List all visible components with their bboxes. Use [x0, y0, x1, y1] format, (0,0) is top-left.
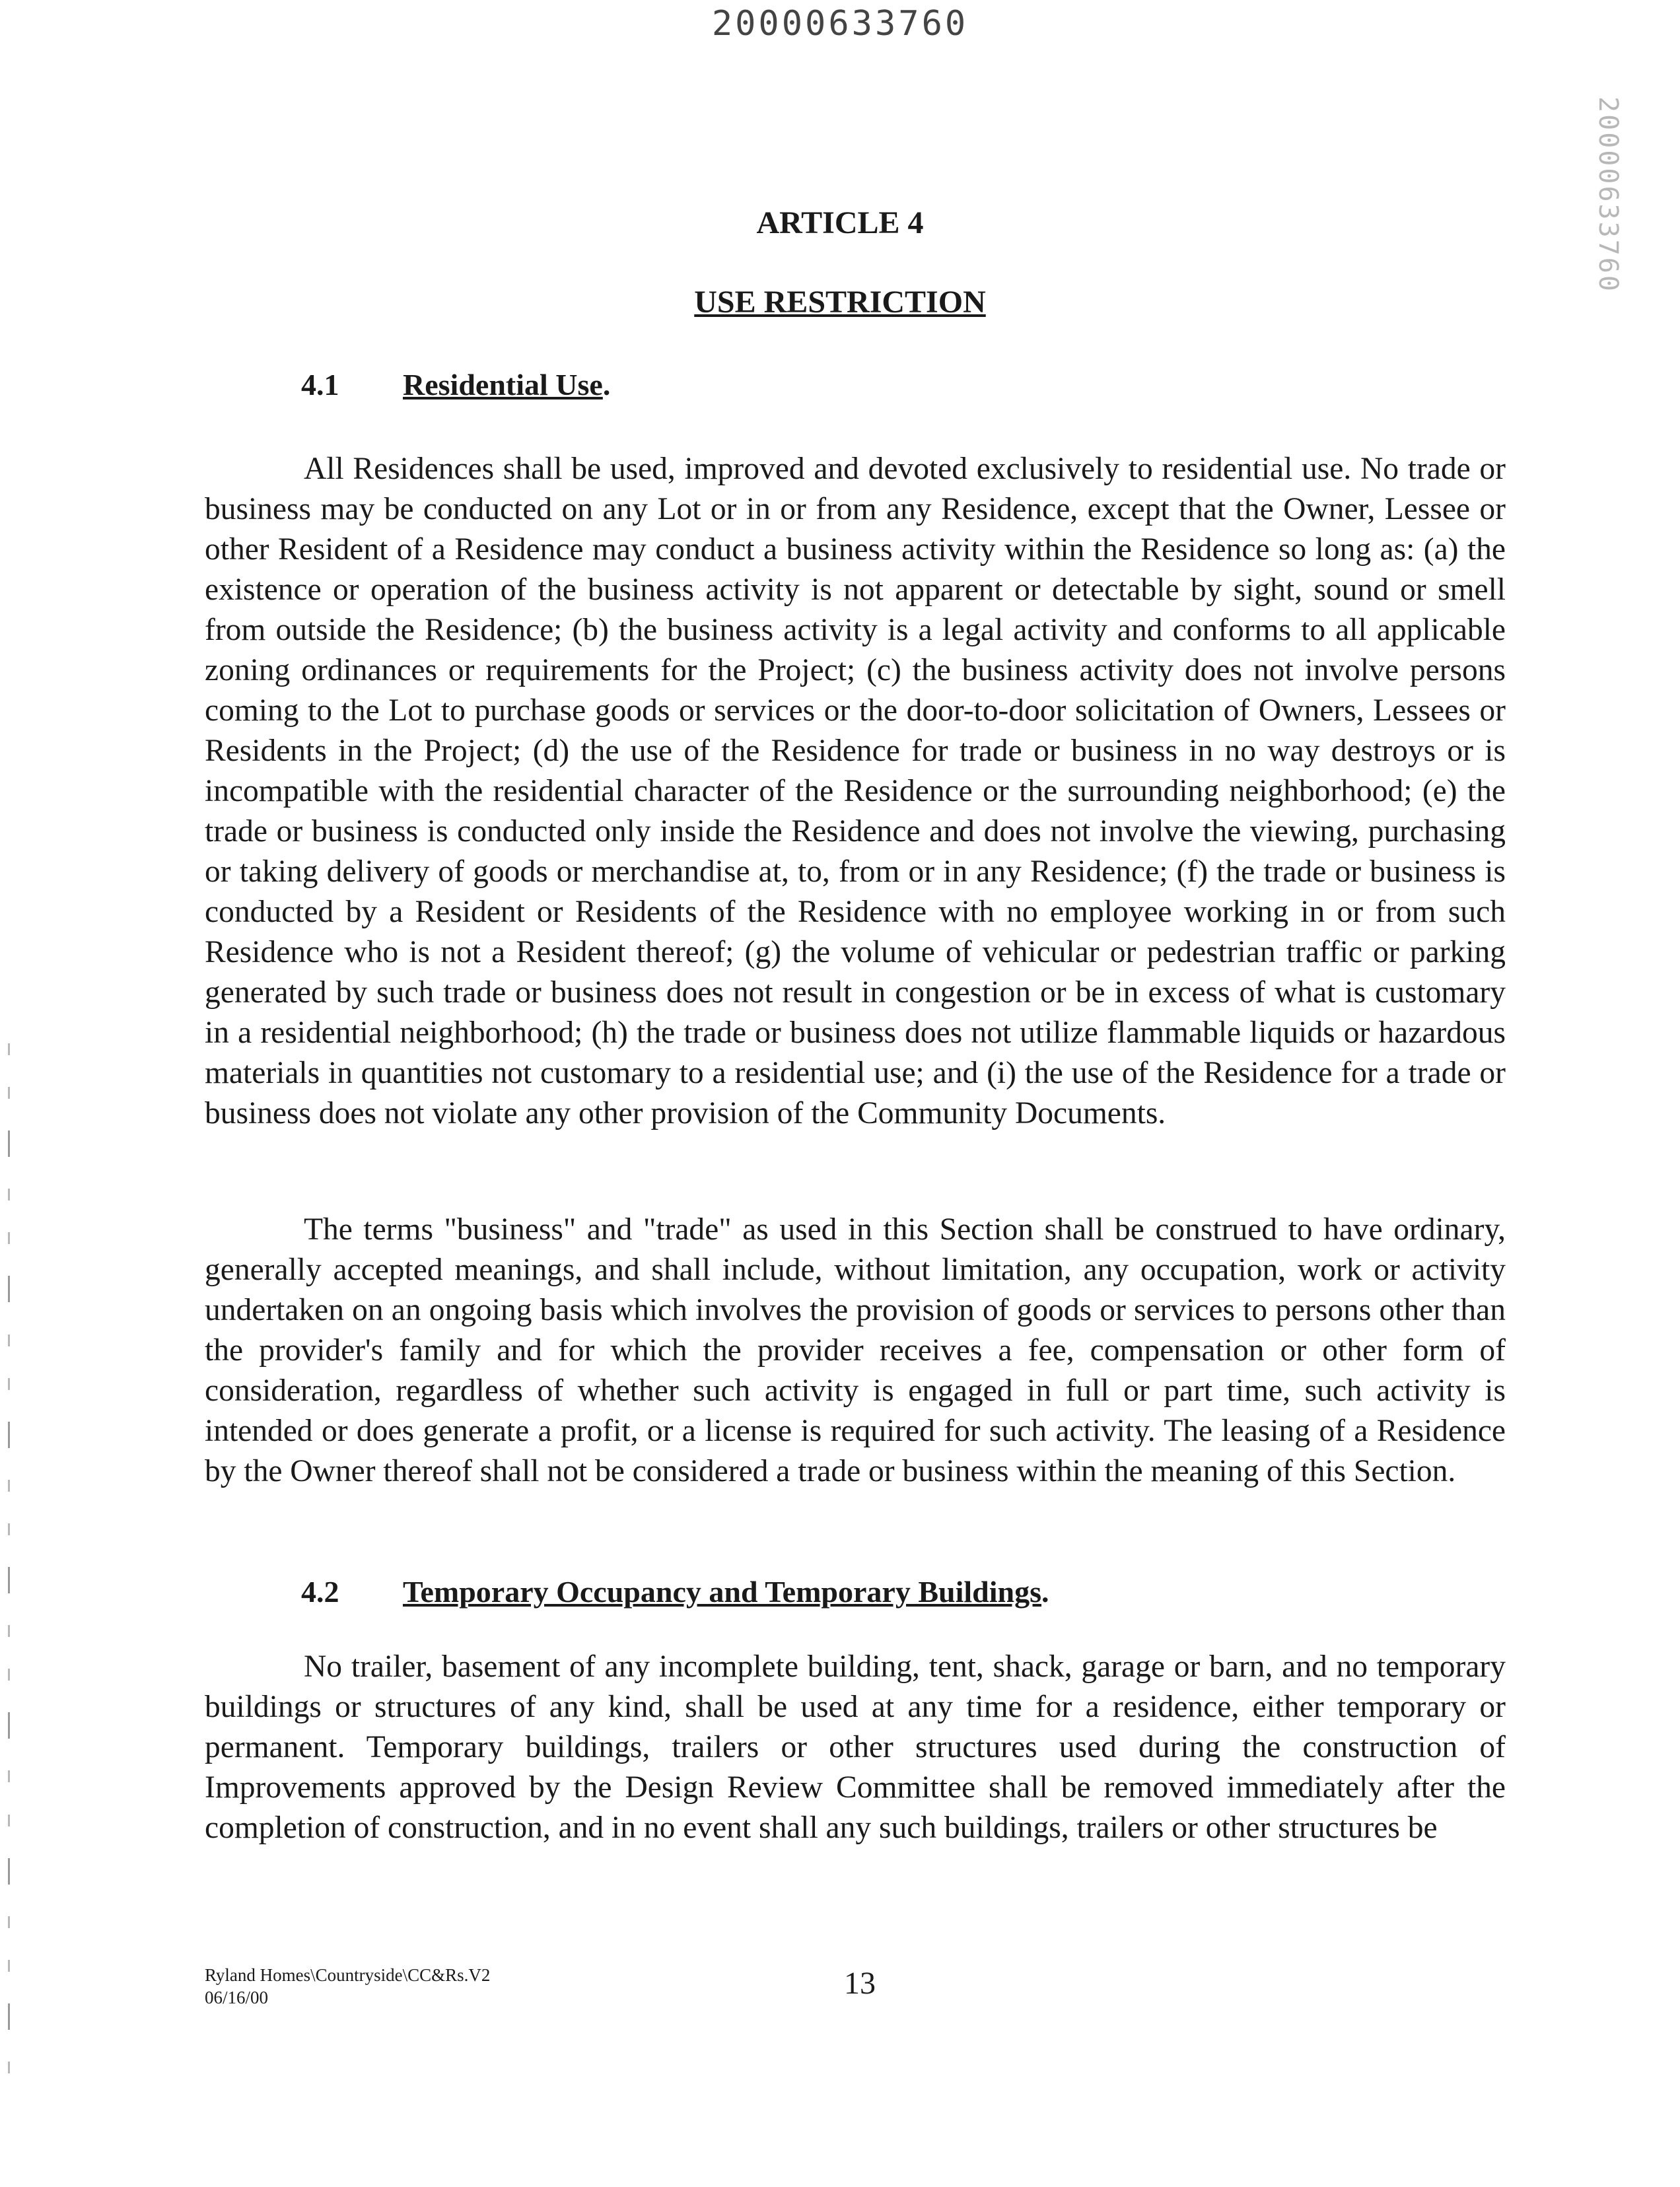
section-title-suffix: .: [602, 368, 611, 401]
section-number: 4.2: [301, 1575, 339, 1609]
document-number: 20000633760: [711, 4, 969, 44]
footer-date: 06/16/00: [205, 1988, 269, 2007]
paragraph-residential-use: All Residences shall be used, improved and devoted exclusively to residential use. No trade or business may be conducted on any Lot or in or from any Residence, except that the Owner, Lessee or other Resident of a Residence may conduct a business activity within the Residence so long as: (a) the existence or operation of the business activity is not apparent or detectable by sight, sound or smell from outside the Residence; (b) the business activity is a legal activity and conforms to all applicable zoning ordinances or requirements for the Project; (c) the business activity does not involve persons coming to the Lot to purchase goods or services or the door-to-door solicitation of Owners, Lessees or Residents in the Project; (d) the use of the Residence for trade or business in no way destroys or is incompatible with the residential character of the Residence or the surrounding neighborhood; (e) the trade or business is conducted only inside the Residence and does not involve the viewing, purchasing or taking delivery of goods or merchandise at, to, from or in any Residence; (f) the trade or business is conducted by a Resident or Residents of the Residence with no employee working in or from such Residence who is not a Resident thereof; (g) the volume of vehicular or pedestrian traffic or parking generated by such trade or business does not result in congestion or be in excess of what is customary in a residential neighborhood; (h) the trade or business does not utilize flammable liquids or hazardous materials in quantities not customary to a residential use; and (i) the use of the Residence for a trade or business does not violate any other provision of the Community Documents.: [205, 452, 1506, 1130]
section-title: Temporary Occupancy and Temporary Buildings: [403, 1575, 1042, 1609]
side-stamp: [1585, 86, 1631, 304]
section-heading-4-1: [301, 367, 610, 402]
paragraph-business-definition: The terms "business" and "trade" as used in this Section shall be construed to have ordinary, generally accepted meanings, and shall include, without limitation, any occupation, work or activity undertaken on an ongoing basis which involves the provision of goods or services to persons other than the provider's family and for which the provider receives a fee, compensation or other form of consideration, regardless of whether such activity is engaged in full or part time, such activity is intended or does generate a profit, or a license is required for such activity. The leasing of a Residence by the Owner thereof shall not be considered a trade or business within the meaning of this Section.: [205, 1212, 1506, 1488]
page-number: 13: [844, 1966, 876, 2001]
side-stamp-text: 20000633760: [1593, 96, 1623, 293]
footer-path: Ryland Homes\Countryside\CC&Rs.V2: [205, 1965, 491, 1985]
section-number: 4.1: [301, 368, 339, 401]
paragraph-temporary-buildings: No trailer, basement of any incomplete building, tent, shack, garage or barn, and no temporary buildings or structures of any kind, shall be used at any time for a residence, either temporary or permanent. Temporary buildings, trailers or other structures used during the construction of Improvements approved by the Design Review Committee shall be removed immediately after the completion of construction, and in no event shall any such buildings, trailers or other structures be: [205, 1649, 1506, 1845]
section-title-suffix: .: [1041, 1575, 1049, 1609]
scan-margin-marks: [8, 1043, 15, 2073]
section-heading-4-2: [301, 1574, 1049, 1609]
footer-file-info: [205, 1964, 490, 2009]
article-subtitle: USE RESTRICTION: [694, 285, 986, 320]
article-title: ARTICLE 4: [756, 205, 924, 240]
section-title: Residential Use: [403, 368, 603, 401]
